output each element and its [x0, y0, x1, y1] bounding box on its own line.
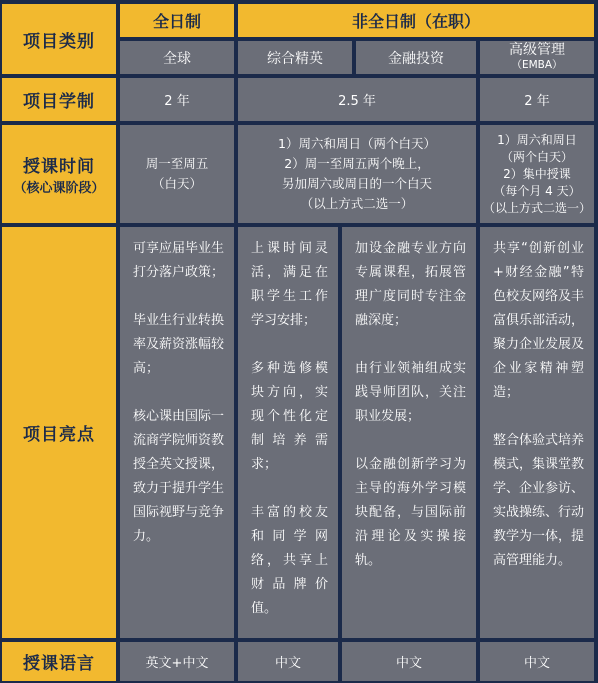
highlight-paragraph: 以金融创新学习为主导的海外学习模块配备，与国际前沿理论及实操接轨。: [355, 457, 466, 568]
label-highlights: 项目亮点: [2, 227, 116, 638]
language-emba: 中文: [480, 642, 594, 681]
header-fulltime: 全日制: [120, 4, 234, 37]
highlight-paragraph: 多种选修模块方向，实现个性化定制培养需求；: [251, 361, 328, 472]
program-emba-name: 高级管理: [509, 41, 565, 58]
highlight-paragraph: 上课时间灵活，满足在职学生工作学习安排；: [251, 241, 328, 328]
highlight-paragraph: 由行业领袖组成实践导师团队，关注职业发展；: [355, 361, 466, 424]
label-duration: 项目学制: [2, 78, 116, 121]
schedule-emba-option2-note: （每个月 4 天）: [493, 183, 581, 198]
schedule-parttime-option2: 2）周一至周五两个晚上，: [284, 156, 430, 171]
schedule-emba-choice-note: （以上方式二选一）: [482, 200, 591, 215]
highlight-paragraph: 整合体验式培养模式，集课堂教学、企业参访、实战操练、行动教学为一体，提高管理能力。: [493, 433, 585, 568]
header-parttime: 非全日制（在职）: [238, 4, 594, 37]
schedule-fulltime-days: 周一至周五: [145, 156, 209, 171]
duration-emba: 2 年: [480, 78, 594, 121]
schedule-fulltime: [120, 125, 234, 223]
highlights-global: [120, 227, 234, 638]
schedule-parttime-choice-note: （以上方式二选一）: [300, 196, 414, 211]
schedule-emba-option1-note: （两个白天）: [500, 149, 573, 164]
program-emba: [480, 41, 594, 74]
language-general: 中文: [238, 642, 338, 681]
duration-parttime: 2.5 年: [238, 78, 476, 121]
program-emba-abbr: （EMBA）: [511, 58, 563, 71]
label-schedule-subtitle: （核心课阶段）: [13, 180, 105, 196]
program-finance: 金融投资: [356, 41, 476, 74]
schedule-parttime-option1: 1）周六和周日（两个白天）: [278, 136, 436, 151]
schedule-parttime: [238, 125, 476, 223]
highlights-general: [238, 227, 338, 638]
language-global: 英文+中文: [120, 642, 234, 681]
duration-fulltime: 2 年: [120, 78, 234, 121]
highlight-paragraph: 毕业生行业转换率及薪资涨幅较高；: [133, 313, 225, 376]
label-schedule-title: 授课时间: [22, 156, 95, 177]
schedule-parttime-option2-extra: 另加周六或周日的一个白天: [281, 176, 432, 191]
label-schedule: [2, 125, 116, 223]
schedule-emba-option1: 1）周六和周日: [497, 132, 577, 147]
highlight-paragraph: 核心课由国际一流商学院师资教授全英文授课，致力于提升学生国际视野与竞争力。: [133, 409, 225, 544]
highlight-paragraph: 丰富的校友和同学网络，共享上财品牌价值。: [251, 505, 328, 616]
highlight-paragraph: 共享“创新创业+财经金融”特色校友网络及丰富俱乐部活动，聚力企业发展及企业家精神塑造；: [493, 241, 585, 400]
highlight-paragraph: 可享应届毕业生打分落户政策；: [133, 241, 225, 280]
schedule-emba-option2: 2）集中授课: [503, 166, 571, 181]
highlight-paragraph: 加设金融专业方向专属课程，拓展管理广度同时专注金融深度；: [355, 241, 466, 328]
schedule-fulltime-note: （白天）: [151, 176, 202, 191]
highlights-finance: [342, 227, 476, 638]
label-category: 项目类别: [2, 4, 116, 74]
label-language: 授课语言: [2, 642, 116, 681]
schedule-emba: [480, 125, 594, 223]
language-finance: 中文: [342, 642, 476, 681]
program-global: 全球: [120, 41, 234, 74]
program-general: 综合精英: [238, 41, 352, 74]
highlights-emba: [480, 227, 594, 638]
